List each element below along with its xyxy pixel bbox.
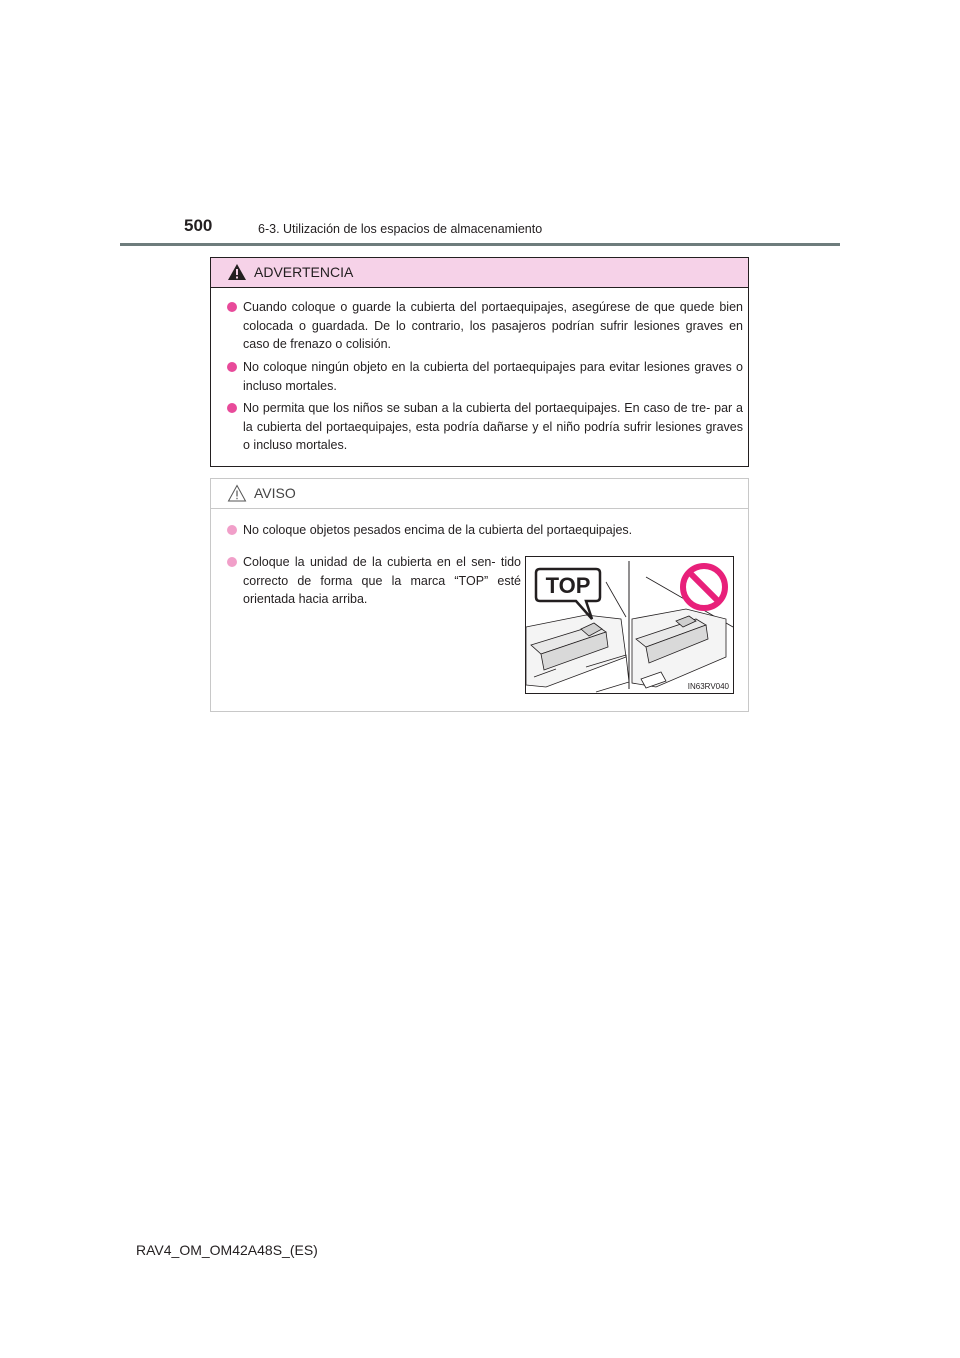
document-code: RAV4_OM_OM42A48S_(ES): [136, 1242, 318, 1258]
caution-triangle-outline-icon: [227, 484, 247, 502]
prohibited-sign-icon: [683, 566, 725, 608]
section-title: 6-3. Utilización de los espacios de almacenamiento: [258, 222, 543, 236]
orientation-figure: [525, 556, 734, 694]
warning-item-text: No permita que los niños se suban a la cubierta del portaequipajes. En caso de tre- par a la cubierta del portaequipajes, esta podría dañarse y el niño podría sufrir lesiones graves o incluso mortales.: [243, 401, 743, 453]
figure-code: IN63RV040: [687, 682, 729, 691]
warning-item-text: Cuando coloque o guarde la cubierta del portaequipajes, asegúrese de que quede bien colocada o guardada. De lo contrario, los pasajeros podrían sufrir lesiones graves en caso de frenazo o colisión.: [243, 300, 743, 352]
bullet-icon: [227, 362, 237, 372]
page-number: 500: [184, 216, 213, 235]
notice-item-text: No coloque objetos pesados encima de la cubierta del portaequipajes.: [243, 523, 633, 537]
warning-item: [227, 298, 743, 354]
warning-item: [227, 358, 743, 395]
warning-title: ADVERTENCIA: [254, 264, 354, 280]
header-rule: [120, 243, 840, 246]
top-callout-text: TOP: [545, 573, 591, 598]
cover-orientation-illustration: [526, 557, 733, 693]
notice-item-text: Coloque la unidad de la cubierta en el sen- tido correcto de forma que la marca “TOP” esté orientada hacia arriba.: [243, 555, 521, 607]
warning-item-text: No coloque ningún objeto en la cubierta del portaequipajes para evitar lesiones graves o incluso mortales.: [243, 360, 743, 393]
warning-header: [211, 258, 748, 288]
warning-box: [210, 257, 749, 467]
bullet-icon: [227, 403, 237, 413]
warning-triangle-icon: [227, 263, 247, 281]
bullet-icon: [227, 302, 237, 312]
bullet-icon: [227, 557, 237, 567]
notice-header: [211, 479, 748, 509]
warning-item: [227, 399, 743, 455]
notice-item: [227, 553, 521, 609]
notice-box: [210, 478, 749, 712]
notice-title: AVISO: [254, 485, 296, 501]
notice-item: [227, 521, 743, 540]
bullet-icon: [227, 525, 237, 535]
